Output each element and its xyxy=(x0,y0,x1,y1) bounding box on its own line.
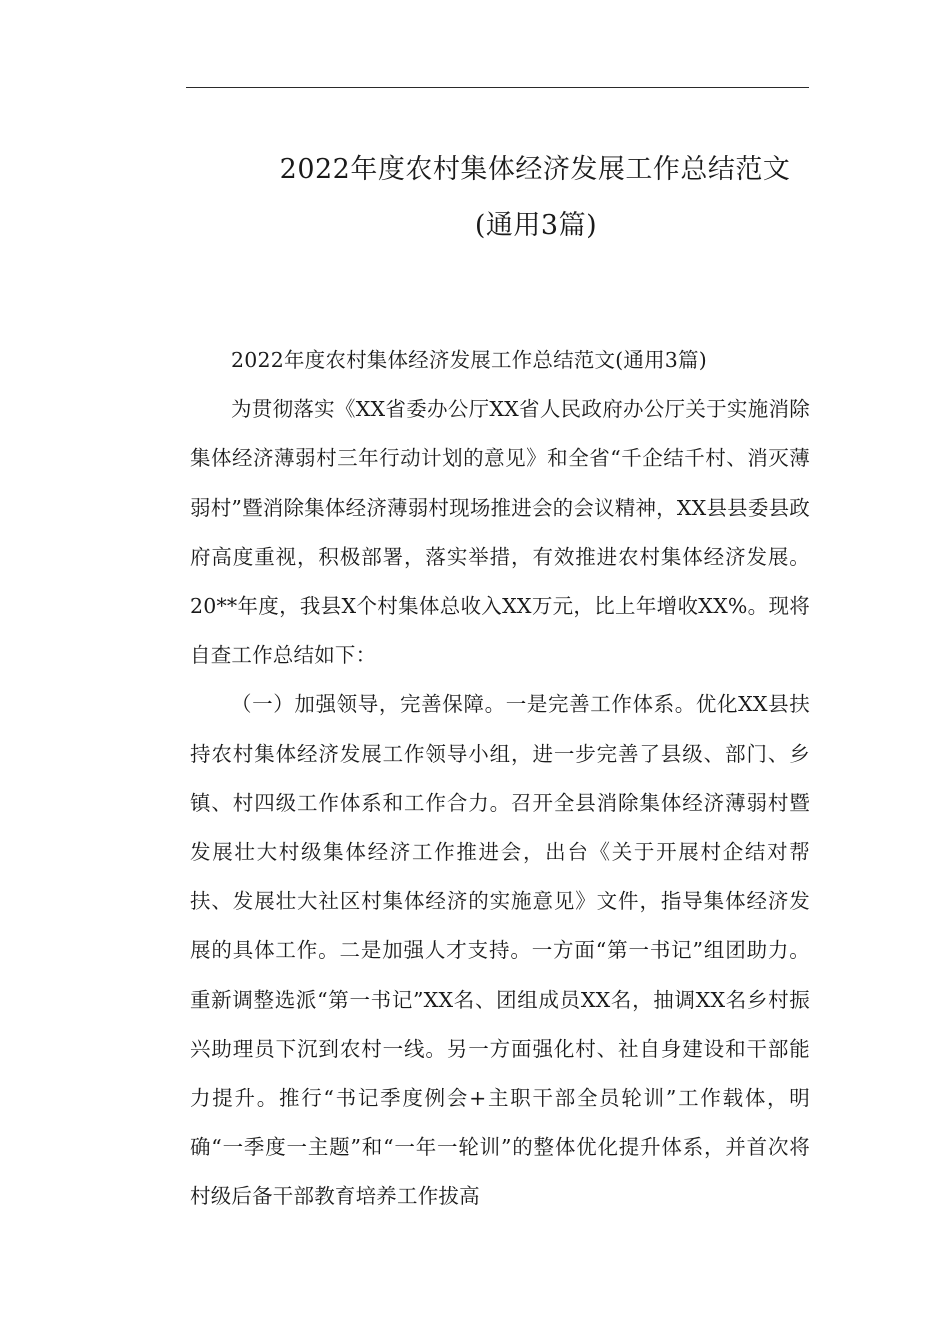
title-line-1: 2022年度农村集体经济发展工作总结范文 xyxy=(279,154,791,185)
document-title xyxy=(186,142,826,254)
header-rule xyxy=(186,87,809,88)
paragraph-intro: 为贯彻落实《XX省委办公厅XX省人民政府办公厅关于实施消除集体经济薄弱村三年行动计划的意见》和全省“千企结千村、消灭薄弱村”暨消除集体经济薄弱村现场推进会的会议精神，XX县县委县政府高度重视，积极部署，落实举措，有效推进农村集体经济发展。20**年度，我县X个村集体总收入XX万元，比上年增收XX%。现将自查工作总结如下： xyxy=(190,397,810,668)
paragraph-section-1: （一）加强领导，完善保障。一是完善工作体系。优化XX县扶持农村集体经济发展工作领导小组，进一步完善了县级、部门、乡镇、村四级工作体系和工作合力。召开全县消除集体经济薄弱村暨发展壮大村级集体经济工作推进会，出台《关于开展村企结对帮扶、发展壮大社区村集体经济的实施意见》文件，指导集体经济发展的具体工作。二是加强人才支持。一方面“第一书记”组团助力。重新调整选派“第一书记”XX名、团组成员XX名，抽调XX名乡村振兴助理员下沉到农村一线。另一方面强化村、社自身建设和干部能力提升。推行“书记季度例会+主职干部全员轮训”工作载体，明确“一季度一主题”和“一年一轮训”的整体优化提升体系，并首次将村级后备干部教育培养工作拔高 xyxy=(190,692,810,1209)
document-subtitle: 2022年度农村集体经济发展工作总结范文(通用3篇) xyxy=(231,348,707,372)
title-line-2: (通用3篇) xyxy=(474,210,598,241)
document-body xyxy=(190,336,810,1222)
